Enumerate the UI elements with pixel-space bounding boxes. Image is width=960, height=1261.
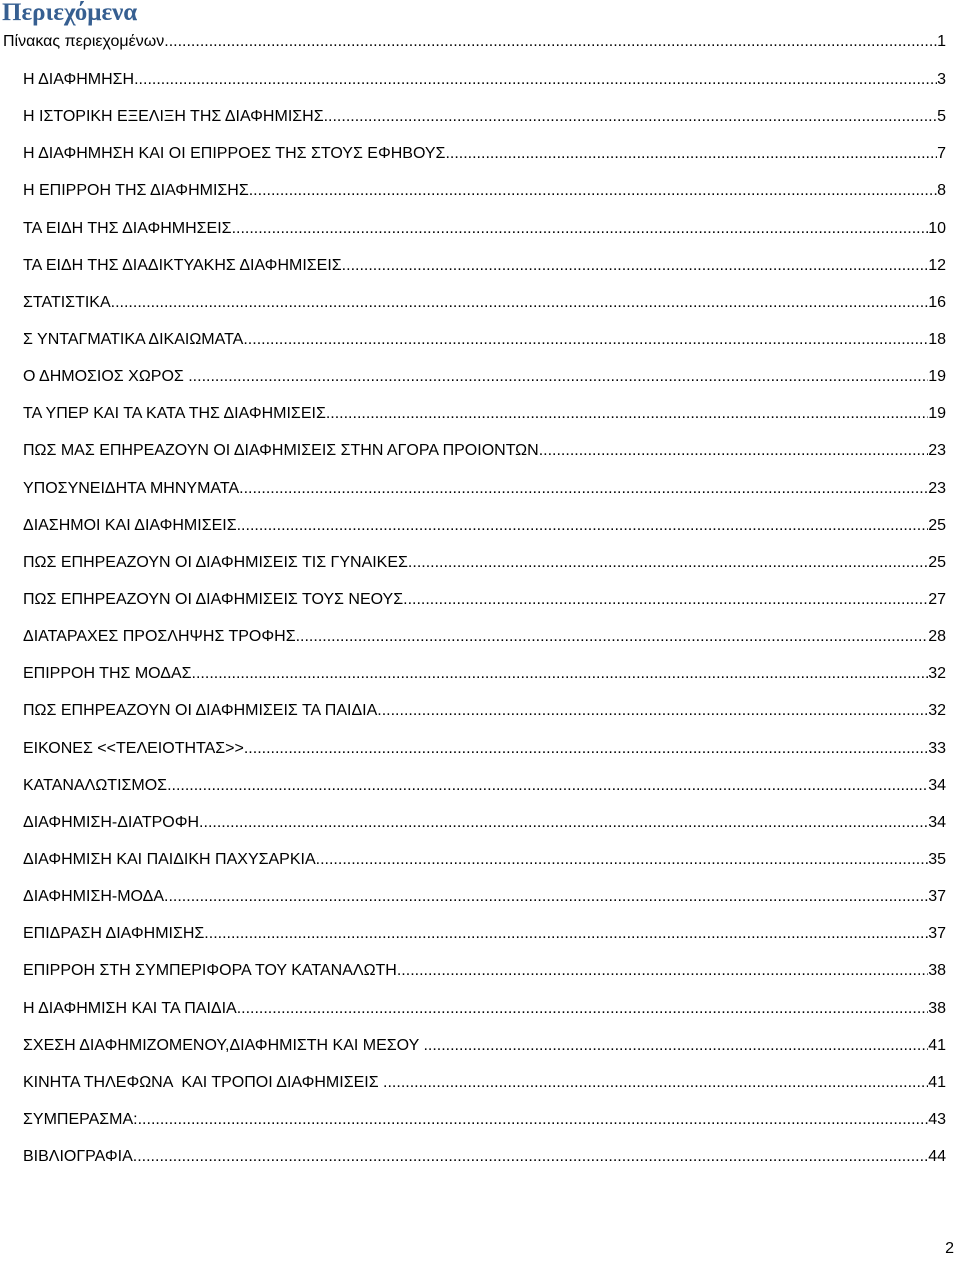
toc-entry-title: ΣΧΕΣΗ ΔΙΑΦΗΜΙΖΟΜΕΝΟΥ,ΔΙΑΦΗΜΙΣΤΗ ΚΑΙ ΜΕΣΟΥ xyxy=(23,1036,424,1054)
dot-leader xyxy=(383,1064,928,1101)
dot-leader xyxy=(423,1027,928,1064)
toc-entry-title: ΕΠΙΡΡΟΗ ΤΗΣ ΜΟΔΑΣ xyxy=(23,665,192,683)
toc-entry-page: 43 xyxy=(928,1110,946,1128)
toc-entry[interactable] xyxy=(0,1027,946,1064)
toc-entry-title: ΒΙΒΛΙΟΓΡΑΦΙΑ xyxy=(23,1148,133,1166)
toc-entry[interactable] xyxy=(0,915,946,952)
toc-entry-title: ΠΩΣ ΕΠΗΡΕΑΖΟΥΝ ΟΙ ΔΙΑΦΗΜΙΣΕΙΣ ΤΑ ΠΑΙΔΙΑ. xyxy=(23,702,382,720)
toc-entry-page: 19 xyxy=(928,368,946,386)
toc-entry-page: 32 xyxy=(928,702,946,720)
toc-entry[interactable] xyxy=(0,26,946,58)
toc-entry[interactable] xyxy=(0,98,946,135)
toc-entry[interactable] xyxy=(0,172,946,209)
toc-entry-page: 41 xyxy=(928,1036,946,1054)
dot-leader xyxy=(445,135,937,172)
dot-leader xyxy=(408,544,928,581)
toc-entry-title: Η ΙΣΤΟΡΙΚΗ ΕΞΕΛΙΞΗ ΤΗΣ ΔΙΑΦΗΜΙΣΗΣ xyxy=(23,108,324,126)
toc-entry-page: 1 xyxy=(937,33,946,50)
toc-entry-title: ΤΑ ΕΙΔΗ ΤΗΣ ΔΙΑΦΗΜΗΣΕΙΣ xyxy=(23,219,232,237)
dot-leader xyxy=(111,284,929,321)
toc-entry[interactable] xyxy=(0,655,946,692)
toc-entry-title: Πίνακας περιεχομένων xyxy=(3,33,165,50)
toc-entry[interactable] xyxy=(0,618,946,655)
toc-entry[interactable] xyxy=(0,210,946,247)
dot-leader xyxy=(539,432,929,469)
dot-leader xyxy=(237,990,929,1027)
toc-entry[interactable] xyxy=(0,284,946,321)
toc-entry-title: Σ ΥΝΤΑΓΜΑΤΙΚΑ ΔΙΚΑΙΩΜΑΤΑ xyxy=(23,330,244,348)
toc-entry[interactable] xyxy=(0,135,946,172)
toc-entry-title: ΔΙΑΤΑΡΑΧΕΣ ΠΡΟΣΛΗΨΗΣ ΤΡΟΦΗΣ xyxy=(23,628,296,646)
toc-entry-title: ΠΩΣ ΕΠΗΡΕΑΖΟΥΝ ΟΙ ΔΙΑΦΗΜΙΣΕΙΣ ΤΙΣ ΓΥΝΑΙΚΕΣ xyxy=(23,553,408,571)
toc-entry[interactable] xyxy=(0,544,946,581)
toc-entry-title: ΤΑ ΥΠΕΡ ΚΑΙ ΤΑ ΚΑΤΑ ΤΗΣ ΔΙΑΦΗΜΙΣΕΙΣ xyxy=(23,405,326,423)
toc-entry[interactable] xyxy=(0,432,946,469)
toc-entry-page: 38 xyxy=(928,999,946,1017)
toc-entry-page: 41 xyxy=(928,1073,946,1091)
toc-entry-page: 5 xyxy=(937,108,946,126)
toc-entry-page: 7 xyxy=(937,145,946,163)
toc-entry-title: ΣΤΑΤΙΣΤΙΚΑ xyxy=(23,293,111,311)
toc-entry[interactable] xyxy=(0,730,946,767)
dot-leader xyxy=(199,804,928,841)
toc-entry[interactable] xyxy=(0,507,946,544)
dot-leader xyxy=(324,98,938,135)
toc-entry-title: ΚΙΝΗΤΑ ΤΗΛΕΦΩΝΑ ΚΑΙ ΤΡΟΠΟΙ ΔΙΑΦΗΜΙΣΕΙΣ xyxy=(23,1073,384,1091)
toc-entry-title: ΣΥΜΠΕΡΑΣΜΑ: xyxy=(23,1110,138,1128)
toc-entry-title: Η ΔΙΑΦΗΜΗΣΗ ΚΑΙ ΟΙ ΕΠΙΡΡΟΕΣ ΤΗΣ ΣΤΟΥΣ ΕΦΗΒΟΥΣ xyxy=(23,145,446,163)
toc-entry-page: 32 xyxy=(928,665,946,683)
toc-entry-page: 34 xyxy=(928,813,946,831)
toc-entry-page: 10 xyxy=(928,219,946,237)
dot-leader xyxy=(192,655,929,692)
dot-leader xyxy=(232,210,929,247)
dot-leader xyxy=(408,581,929,618)
toc-entry-title: ΔΙΑΦΗΜΙΣΗ ΚΑΙ ΠΑΙΔΙΚΗ ΠΑΧΥΣΑΡΚΙΑ xyxy=(23,850,316,868)
toc-entry[interactable] xyxy=(0,1138,946,1175)
dot-leader xyxy=(239,470,928,507)
toc-entry-title: ΠΩΣ ΜΑΣ ΕΠΗΡΕΑΖΟΥΝ ΟΙ ΔΙΑΦΗΜΙΣΕΙΣ ΣΤΗΝ ΑΓΟΡΑ ΠΡΟΙΟΝΤΩΝ xyxy=(23,442,539,460)
toc-entry[interactable] xyxy=(0,1101,946,1138)
toc-entry-title: Η ΔΙΑΦΗΜΙΣΗ ΚΑΙ ΤΑ ΠΑΙΔΙΑ xyxy=(23,999,237,1017)
toc-entry[interactable] xyxy=(0,952,946,989)
toc-entry-page: 44 xyxy=(928,1148,946,1166)
toc-entry[interactable] xyxy=(0,878,946,915)
table-of-contents xyxy=(0,26,946,1175)
toc-entry-title: Ο ΔΗΜΟΣΙΟΣ ΧΩΡΟΣ xyxy=(23,368,189,386)
toc-entry-page: 38 xyxy=(928,962,946,980)
toc-entry-page: 18 xyxy=(928,330,946,348)
toc-entry-page: 28 xyxy=(928,628,946,646)
dot-leader xyxy=(164,878,928,915)
dot-leader xyxy=(326,395,928,432)
dot-leader xyxy=(397,952,928,989)
toc-entry-title: ΚΑΤΑΝΑΛΩΤΙΣΜΟΣ xyxy=(23,776,168,794)
toc-entry-title: ΕΠΙΡΡΟΗ ΣΤΗ ΣΥΜΠΕΡΙΦΟΡΑ ΤΟΥ ΚΑΤΑΝΑΛΩΤΗ xyxy=(23,962,397,980)
toc-entry[interactable] xyxy=(0,1064,946,1101)
page-number: 2 xyxy=(945,1240,954,1257)
dot-leader xyxy=(133,1138,928,1175)
toc-entry[interactable] xyxy=(0,692,946,729)
dot-leader xyxy=(244,730,928,767)
toc-entry[interactable] xyxy=(0,321,946,358)
toc-entry-title: ΔΙΑΣΗΜΟΙ ΚΑΙ ΔΙΑΦΗΜΙΣΕΙΣ xyxy=(23,516,237,534)
dot-leader xyxy=(204,915,928,952)
toc-entry[interactable] xyxy=(0,990,946,1027)
toc-entry-page: 35 xyxy=(928,850,946,868)
toc-entry-title: ΥΠΟΣΥΝΕΙΔΗΤΑ ΜΗΝΥΜΑΤΑ xyxy=(23,479,240,497)
dot-leader xyxy=(382,692,928,729)
dot-leader xyxy=(243,321,928,358)
toc-entry-page: 37 xyxy=(928,925,946,943)
dot-leader xyxy=(342,247,929,284)
toc-heading: Περιεχόμενα xyxy=(2,0,138,26)
toc-entry-title: ΔΙΑΦΗΜΙΣΗ-ΜΟΔΑ xyxy=(23,888,165,906)
toc-entry-page: 27 xyxy=(928,590,946,608)
dot-leader xyxy=(249,172,937,209)
dot-leader xyxy=(164,26,937,58)
dot-leader xyxy=(296,618,929,655)
toc-entry-page: 25 xyxy=(928,516,946,534)
toc-entry-title: ΕΙΚΟΝΕΣ <<ΤΕΛΕΙΟΤΗΤΑΣ>> xyxy=(23,739,244,757)
toc-entry[interactable] xyxy=(0,358,946,395)
toc-entry-page: 25 xyxy=(928,553,946,571)
dot-leader xyxy=(188,358,928,395)
toc-entry-page: 34 xyxy=(928,776,946,794)
toc-entry-title: ΔΙΑΦΗΜΙΣΗ-ΔΙΑΤΡΟΦΗ xyxy=(23,813,200,831)
toc-entry-page: 23 xyxy=(928,442,946,460)
toc-entry-page: 8 xyxy=(937,182,946,200)
toc-entry-page: 37 xyxy=(928,888,946,906)
toc-entry[interactable] xyxy=(0,804,946,841)
toc-entry-title: Η ΕΠΙΡΡΟΗ ΤΗΣ ΔΙΑΦΗΜΙΣΗΣ xyxy=(23,182,249,200)
toc-entry[interactable] xyxy=(0,247,946,284)
toc-entry-page: 3 xyxy=(937,71,946,88)
toc-entry-page: 33 xyxy=(928,739,946,757)
toc-entry[interactable] xyxy=(0,395,946,432)
dot-leader xyxy=(316,841,929,878)
dot-leader xyxy=(134,61,937,98)
toc-entry-page: 16 xyxy=(928,293,946,311)
toc-entry[interactable] xyxy=(0,581,946,618)
dot-leader xyxy=(138,1101,929,1138)
toc-entry-page: 19 xyxy=(928,405,946,423)
toc-entry-page: 23 xyxy=(928,479,946,497)
toc-entry[interactable] xyxy=(0,767,946,804)
toc-entry-page: 12 xyxy=(928,256,946,274)
dot-leader xyxy=(167,767,928,804)
toc-entry-title: ΕΠΙΔΡΑΣΗ ΔΙΑΦΗΜΙΣΗΣ xyxy=(23,925,205,943)
toc-entry[interactable] xyxy=(0,841,946,878)
toc-entry-title: ΤΑ ΕΙΔΗ ΤΗΣ ΔΙΑΔΙΚΤΥΑΚΗΣ ΔΙΑΦΗΜΙΣΕΙΣ xyxy=(23,256,342,274)
dot-leader xyxy=(237,507,929,544)
toc-entry[interactable] xyxy=(0,61,946,98)
toc-entry[interactable] xyxy=(0,470,946,507)
toc-entry-title: ΠΩΣ ΕΠΗΡΕΑΖΟΥΝ ΟΙ ΔΙΑΦΗΜΙΣΕΙΣ ΤΟΥΣ ΝΕΟΥΣ. xyxy=(23,590,408,608)
toc-entry-title: Η ΔΙΑΦΗΜΗΣΗ xyxy=(23,71,135,88)
